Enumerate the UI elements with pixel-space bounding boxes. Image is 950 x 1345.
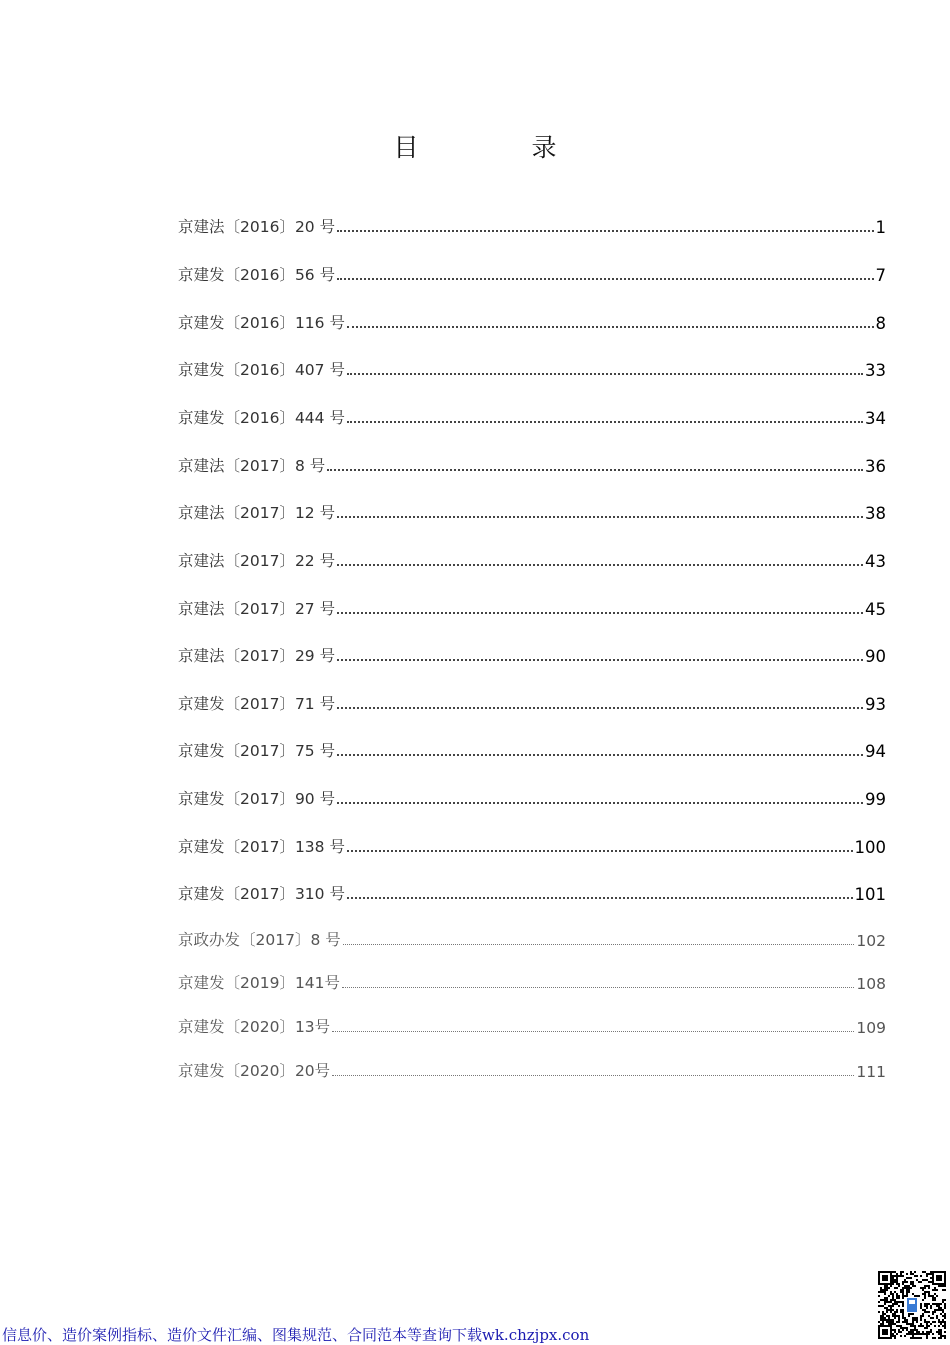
toc-entry-label: 京建发〔2017〕90 号 xyxy=(178,790,336,808)
toc-entry-label: 京建法〔2017〕8 号 xyxy=(178,457,326,475)
toc-entry-label: 京建发〔2017〕75 号 xyxy=(178,742,336,760)
toc-entry-page-number: 102 xyxy=(856,932,886,950)
toc-entry-label: 京建发〔2019〕141号 xyxy=(178,974,341,992)
toc-entry-label: 京建发〔2017〕310 号 xyxy=(178,885,345,903)
dot-leader xyxy=(332,1031,854,1032)
toc-entry-label: 京建法〔2016〕20 号 xyxy=(178,218,336,236)
toc-entry-page-number: 36 xyxy=(865,457,886,476)
toc-entry-page-number: 111 xyxy=(856,1063,886,1081)
dot-leader xyxy=(347,421,863,423)
toc-entry-page-number: 93 xyxy=(865,695,886,714)
dot-leader xyxy=(342,987,854,988)
toc-entry-page-number: 34 xyxy=(865,409,886,428)
dot-leader xyxy=(337,612,863,614)
toc-entry[interactable] xyxy=(178,261,886,285)
toc-entry[interactable] xyxy=(178,690,886,714)
toc-entry[interactable] xyxy=(178,547,886,571)
toc-entry-label: 京建发〔2017〕71 号 xyxy=(178,695,336,713)
toc-entry-page-number: 43 xyxy=(865,552,886,571)
toc-entry[interactable] xyxy=(178,309,886,333)
dot-leader xyxy=(337,278,873,280)
dot-leader xyxy=(332,1075,854,1076)
toc-entry[interactable] xyxy=(178,452,886,476)
toc-entry[interactable] xyxy=(178,642,886,666)
toc-entry-label: 京建发〔2016〕444 号 xyxy=(178,409,345,427)
toc-entry[interactable] xyxy=(178,833,886,857)
toc-entry-page-number: 94 xyxy=(865,742,886,761)
dot-leader xyxy=(337,564,863,566)
toc-entry-label: 京建发〔2020〕13号 xyxy=(178,1018,331,1036)
dot-leader xyxy=(327,469,863,471)
toc-entry[interactable] xyxy=(178,1013,886,1037)
toc-entry-page-number: 90 xyxy=(865,647,886,666)
toc-entry-page-number: 108 xyxy=(856,975,886,993)
toc-entry[interactable] xyxy=(178,1057,886,1081)
toc-entry-label: 京建发〔2017〕138 号 xyxy=(178,838,345,856)
toc-entry-page-number: 1 xyxy=(875,218,886,237)
toc-entry-page-number: 7 xyxy=(875,266,886,285)
toc-entry[interactable] xyxy=(178,404,886,428)
toc-entry[interactable] xyxy=(178,785,886,809)
footer-watermark-text: 信息价、造价案例指标、造价文件汇编、图集规范、合同范本等查询下载wk.chzjpx.con xyxy=(2,1326,590,1344)
toc-entry[interactable] xyxy=(178,880,886,904)
toc-entry[interactable] xyxy=(178,926,886,950)
qr-code-icon xyxy=(878,1271,946,1339)
toc-entry[interactable] xyxy=(178,356,886,380)
dot-leader xyxy=(337,707,863,709)
dot-leader xyxy=(337,754,863,756)
dot-leader xyxy=(347,850,853,852)
toc-entry-page-number: 45 xyxy=(865,600,886,619)
toc-entry-page-number: 33 xyxy=(865,361,886,380)
dot-leader xyxy=(347,373,863,375)
toc-entry-page-number: 101 xyxy=(854,885,886,904)
toc-entry[interactable] xyxy=(178,969,886,993)
dot-leader xyxy=(337,659,863,661)
toc-entry-label: 京建法〔2017〕22 号 xyxy=(178,552,336,570)
toc-entry[interactable] xyxy=(178,737,886,761)
toc-entry[interactable] xyxy=(178,499,886,523)
toc-entry-label: 京政办发〔2017〕8 号 xyxy=(178,931,341,949)
toc-entry-label: 京建法〔2017〕29 号 xyxy=(178,647,336,665)
toc-entry-label: 京建发〔2016〕116 号 xyxy=(178,314,345,332)
toc-entry-page-number: 8 xyxy=(875,314,886,333)
dot-leader xyxy=(347,326,874,328)
toc-entry-label: 京建法〔2017〕27 号 xyxy=(178,600,336,618)
toc-entry-label: 京建发〔2016〕56 号 xyxy=(178,266,336,284)
toc-entry-page-number: 100 xyxy=(854,838,886,857)
toc-entry-page-number: 109 xyxy=(856,1019,886,1037)
toc-entry[interactable] xyxy=(178,213,886,237)
toc-entry[interactable] xyxy=(178,595,886,619)
dot-leader xyxy=(337,802,863,804)
toc-entry-label: 京建法〔2017〕12 号 xyxy=(178,504,336,522)
toc-entry-page-number: 38 xyxy=(865,504,886,523)
dot-leader xyxy=(347,897,853,899)
page-title: 目 录 xyxy=(393,133,601,162)
dot-leader xyxy=(337,230,873,232)
toc-entry-label: 京建发〔2020〕20号 xyxy=(178,1062,331,1080)
toc-entry-label: 京建发〔2016〕407 号 xyxy=(178,361,345,379)
dot-leader xyxy=(343,944,855,945)
toc-entry-page-number: 99 xyxy=(865,790,886,809)
dot-leader xyxy=(337,516,863,518)
